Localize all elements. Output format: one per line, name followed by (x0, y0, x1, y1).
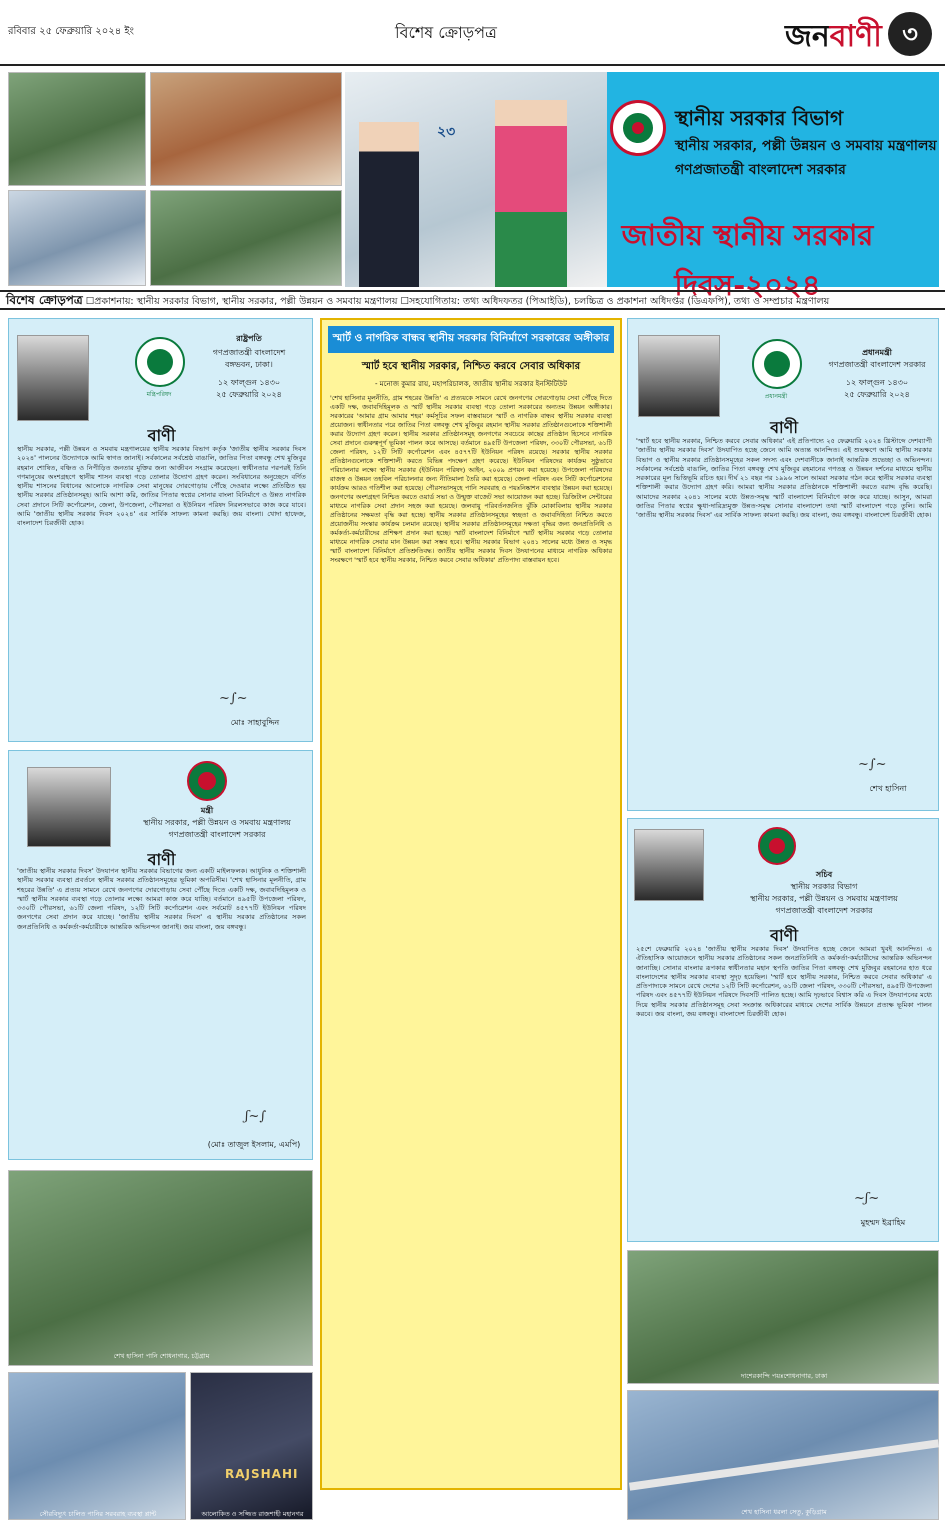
secretary-signature: মুহম্মদ ইব্রাহিম (860, 1218, 906, 1227)
strip-label: বিশেষ ক্রোড়পত্র (6, 293, 83, 307)
feature-article (320, 318, 622, 1490)
caption-dasherkandi: দাশেরকান্দি পয়ঃশোধনাগার, ঢাকা (740, 1372, 828, 1380)
pm-signature: শেখ হাসিনা (869, 784, 907, 793)
solar-panel-photo (8, 1372, 186, 1520)
secretary-role: সচিব (815, 870, 833, 879)
banner-photo-sign: ২৩ (437, 124, 456, 140)
pm-office: গণপ্রজাতন্ত্রী বাংলাদেশ সরকার (828, 360, 926, 369)
pm-emblem-icon (752, 339, 802, 389)
secretary-government: গণপ্রজাতন্ত্রী বাংলাদেশ সরকার (775, 906, 873, 915)
pm-emblem-label: প্রধানমন্ত্রী (764, 393, 788, 400)
caption-rajshahi: আলোকিত ও সজ্জিত রাজশাহী মহানগর (201, 1510, 304, 1518)
sewage-plant-photo (627, 1250, 939, 1384)
minister-signature: (মোঃ তাজুল ইসলাম, এমপি) (207, 1140, 301, 1149)
minister-signature-mark: ʃ~∫ (245, 1109, 267, 1124)
banner-ministry: স্থানীয় সরকার, পল্লী উন্নয়ন ও সমবায় মন্ত্রণালয় (675, 138, 937, 154)
article-subheading: স্মার্ট হবে স্থানীয় সরকার, নিশ্চিত করবে সেবার অধিকার (361, 361, 581, 372)
road-photo (8, 72, 146, 186)
minister-government: গণপ্রজাতন্ত্রী বাংলাদেশ সরকার (168, 830, 266, 839)
president-signature-mark: ~∫~ (219, 691, 248, 706)
president-date-gregorian: ২৫ ফেব্রুয়ারি ২০২৪ (216, 390, 282, 399)
pm-message-box (627, 318, 939, 811)
secretary-ministry: স্থানীয় সরকার, পল্লী উন্নয়ন ও সমবায় মন্ত্রণালয় (750, 894, 898, 903)
logo-part-2: বাণী (829, 19, 882, 54)
minister-role: মন্ত্রী (200, 806, 214, 815)
president-portrait (17, 335, 89, 421)
bridge-photo (627, 1390, 939, 1520)
person-figure (495, 100, 567, 287)
secretary-division: স্থানীয় সরকার বিভাগ (790, 882, 858, 891)
president-role: রাষ্ট্রপতি (236, 334, 262, 343)
president-message-box (8, 318, 313, 742)
president-office: গণপ্রজাতন্ত্রী বাংলাদেশ (212, 348, 286, 357)
strip-text: ☐প্রকাশনায়: স্থানীয় সরকার বিভাগ, স্থানীয় সরকার, পল্লী উন্নয়ন ও সমবায় মন্ত্রণালয় ☐সহযোগিতায়: তথ্য অধিদফতর (পিআইডি), চলচ্চিত্র ও প্রকাশনা অধিদপ্তর (ডিএফপি), তথ্য ও সম্প্রচার মন্ত্রণালয় (85, 296, 830, 307)
water-tank-photo (8, 190, 146, 286)
secretary-message-title: বাণী (770, 926, 798, 945)
pm-message-title: বাণী (770, 418, 798, 437)
secretary-portrait (634, 829, 704, 901)
city-lights-photo (190, 1372, 313, 1520)
president-message-title: বাণী (147, 426, 176, 445)
pm-role: প্রধানমন্ত্রী (862, 348, 892, 357)
president-emblem-icon (135, 337, 185, 387)
article-heading: স্মার্ট ও নাগরিক বান্ধব স্থানীয় সরকার বিনির্মাণে সরকারের অঙ্গীকার (328, 326, 614, 353)
secretary-signature-mark: ~ʃ~ (854, 1191, 880, 1206)
newspaper-logo[interactable] (785, 12, 882, 63)
president-signature: মোঃ সাহাবুদ্দিন (230, 718, 280, 727)
caption-chattogram-plant: শেখ হাসিনা পানি শোধনাগার, চট্টগ্রাম (113, 1352, 210, 1360)
minister-message-body: 'জাতীয় স্থানীয় সরকার দিবস' উদযাপন স্থানীয় সরকার বিভাগের জন্য একটি মাইলফলক। আধুনিক ও শক্তিশালী স্থানীয় সরকার ব্যবস্থা প্রবর্তনে স্থানীয় সরকার প্রতিষ্ঠানসমূহের ভূমিকা অপরিসীম। 'শেখ হাসিনার মূলনীতি, গ্রাম শহরের উন্নতি' এ প্রত্যয় সামনে রেখে জনগণের দোরগোড়ায় সেবা পৌঁছে দিতে একটি দক্ষ, জবাবদিহিমূলক ও স্মার্ট স্থানীয় সরকার ব্যবস্থা গড়ে তোলার লক্ষ্যে আমরা কাজ করে যাচ্ছি। বর্তমানে ৪৯৫টি উপজেলা পরিষদ, ৩৩০টি পৌরসভা, ৬১টি জেলা পরিষদ, ১২টি সিটি কর্পোরেশন এবং সর্বমোট ৪৫৭৭টি ইউনিয়ন পরিষদ জনগণের সেবা প্রদান করে যাচ্ছে। 'জাতীয় স্থানীয় সরকার দিবস' এ স্থানীয় সরকার প্রতিষ্ঠানের সকল জনপ্রতিনিধি ও কর্মকর্তা-কর্মচারীকে আন্তরিক অভিনন্দন জানাই। জয় বাংলা, জয় বঙ্গবন্ধু। (17, 867, 306, 931)
bangladesh-emblem-icon (187, 761, 227, 801)
president-emblem-label: মন্ত্রিপরিষদ (146, 391, 172, 398)
bridge-deck (629, 1439, 939, 1490)
president-message-body: স্থানীয় সরকার, পল্লী উন্নয়ন ও সমবায় মন্ত্রণালয়ের স্থানীয় সরকার বিভাগ কর্তৃক 'জাতীয় স্থানীয় সরকার দিবস ২০২৪' পালনের উদ্যোগকে আমি স্বাগত জানাই। সর্বকালের সর্বশ্রেষ্ঠ বাঙালি, জাতির পিতা বঙ্গবন্ধু শেখ মুজিবুর রহমান শোষিত, বঞ্চিত ও নিপীড়িত জনতার মুক্তির জন্য আজীবন সংগ্রাম করেছেন। স্বাধীনতার পরপরই তিনি গণমানুষের অংশগ্রহণে স্থানীয় শাসন ব্যবস্থা গড়ে তোলার উদ্যোগ গ্রহণ করেন। সংবিধানের অনুচ্ছেদে বর্ণিত স্থানীয় শাসনের বিধানের আলোকে নাগরিক সেবা মানুষের দোরগোড়ায় পৌঁছে দেওয়ার লক্ষ্যে প্রতিষ্ঠিত হয় স্থানীয় সরকার প্রতিষ্ঠানসমূহ। আমি আশা করি, জাতির পিতার স্বপ্নের সোনার বাংলা বিনির্মাণে ও উন্নত নাগরিক সেবা প্রদানে সিটি কর্পোরেশন, জেলা, উপজেলা, পৌরসভা ও ইউনিয়ন পরিষদ নিরলসভাবে কাজ করে যাবে। আমি 'জাতীয় স্থানীয় সরকার দিবস ২০২৪' এর সার্বিক সাফল্য কামনা করছি। জয় বাংলা। খোদা হাফেজ, বাংলাদেশ চিরজীবী হোক। (17, 445, 306, 528)
publication-strip (0, 290, 945, 310)
pm-signature-mark: ~∫~ (858, 757, 887, 772)
water-treatment-plant-photo (8, 1170, 313, 1366)
article-body: 'শেখ হাসিনার মূলনীতি, গ্রাম শহরের উন্নতি' এ প্রত্যয়কে সামনে রেখে জনগণের দোরগোড়ায় সেবা পৌঁছে দিতে একটি দক্ষ, জবাবদিহিমূলক ও স্মার্ট স্থানীয় সরকার ব্যবস্থা গড়ে তোলা সরকারের অন্যতম উন্নয়ন অঙ্গীকার। সরকারের 'আমার গ্রাম আমার শহর' কর্মসূচির সফল বাস্তবায়নে স্মার্ট ও নাগরিক বান্ধব স্থানীয় সরকার ব্যবস্থা প্রয়োজন। স্বাধীনতার পরে জাতির পিতা বঙ্গবন্ধু শেখ মুজিবুর রহমান স্থানীয় সরকার প্রতিষ্ঠানগুলোকে শক্তিশালী করার উদ্যোগ গ্রহণ করেন। স্থানীয় সরকার প্রতিষ্ঠানসমূহ জনগণের সবচেয়ে কাছের প্রতিষ্ঠান হিসেবে নাগরিক সেবা প্রদানে গুরুত্বপূর্ণ ভূমিকা পালন করে আসছে। বর্তমানে ৪৯৫টি উপজেলা পরিষদ, ৩৩০টি পৌরসভা, ৬১টি জেলা পরিষদ, ১২টি সিটি কর্পোরেশন এবং ৪৫৭৭টি ইউনিয়ন পরিষদ রয়েছে। সরকার স্থানীয় সরকার প্রতিষ্ঠানগুলোকে শক্তিশালী করতে বিভিন্ন পদক্ষেপ গ্রহণ করেছে। ইউনিয়ন পরিষদের কার্যক্রম সুষ্ঠুভাবে পরিচালনার লক্ষ্যে স্থানীয় সরকার (ইউনিয়ন পরিষদ) আইন, ২০০৯ প্রণয়ন করা হয়েছে। উপজেলা পরিষদের রাজস্ব ও উন্নয়ন তহবিল পরিচালনার জন্য নীতিমালা তৈরি করা হয়েছে। জেলা পরিষদ এবং সিটি কর্পোরেশনের কার্যক্রম আরও গতিশীল করা হয়েছে। পৌরসভাসমূহে পানি সরবরাহ ও পয়ঃনিষ্কাশন ব্যবস্থার উন্নয়ন করা হয়েছে। জনগণের অংশগ্রহণ নিশ্চিত করতে ওয়ার্ড সভা ও উন্মুক্ত বাজেট সভা আয়োজন করা হচ্ছে। ডিজিটাল সেন্টারের মাধ্যমে নাগরিক সেবা প্রদান সহজ করা হয়েছে। জলবায়ু পরিবর্তনজনিত ঝুঁকি মোকাবিলায় স্থানীয় সরকার প্রতিষ্ঠানের সক্ষমতা বৃদ্ধি করা হচ্ছে। স্থানীয় সরকার প্রতিষ্ঠানসমূহের স্বচ্ছতা ও জবাবদিহিতা নিশ্চিত করতে প্রয়োজনীয় সংস্কার কার্যক্রম চলমান রয়েছে। স্থানীয় সরকার প্রতিষ্ঠানসমূহের দক্ষতা বৃদ্ধির জন্য জনপ্রতিনিধি ও কর্মকর্তা-কর্মচারীদের প্রশিক্ষণ প্রদান করা হচ্ছে। স্মার্ট বাংলাদেশ বিনির্মাণে স্মার্ট স্থানীয় সরকার গড়ে তোলার মাধ্যমে নাগরিক সেবার মান উন্নয়ন করা সম্ভব হবে। স্থানীয় সরকার বিভাগ ২০৪১ সালের মধ্যে উন্নত ও সমৃদ্ধ স্মার্ট বাংলাদেশ বিনির্মাণে প্রতিশ্রুতিবদ্ধ। জাতীয় স্থানীয় সরকার দিবস উদযাপনের মাধ্যমে নাগরিক অধিকার সংরক্ষণে 'স্মার্ট হবে স্থানীয় সরকার, নিশ্চিত করবে সেবার অধিকার' প্রতিপাদ্য বাস্তবায়ন হবে। (330, 394, 612, 564)
issue-date: রবিবার ২৫ ফেব্রুয়ারি ২০২৪ ইং (8, 26, 134, 37)
person-figure (359, 122, 419, 287)
section-title: বিশেষ ক্রোড়পত্র (395, 23, 497, 42)
pm-message-body: 'স্মার্ট হবে স্থানীয় সরকার, নিশ্চিত করবে সেবার অধিকার' এই প্রতিপাদ্যে ২৫ ফেব্রুয়ারি ২০২৪ খ্রিস্টাব্দে দেশব্যাপী 'জাতীয় স্থানীয় সরকার দিবস' উদযাপিত হচ্ছে জেনে আমি অত্যন্ত আনন্দিত। এই শুভক্ষণে আমি স্থানীয় সরকার বিভাগ ও স্থানীয় সরকার প্রতিষ্ঠানসমূহের সকল সদস্য এবং দেশবাসীকে জানাই আন্তরিক শুভেচ্ছা ও অভিনন্দন। সর্বকালের সর্বশ্রেষ্ঠ বাঙালি, জাতির পিতা বঙ্গবন্ধু শেখ মুজিবুর রহমানের গণতন্ত্র ও উন্নয়ন দর্শনের মাধ্যমে স্থানীয় সরকারের মূল ভিত্তিভূমি রচিত হয়। দীর্ঘ ২১ বছর পর ১৯৯৬ সালে আমরা সরকার গঠন করে স্থানীয় সরকার ব্যবস্থা শক্তিশালী করার উদ্যোগ গ্রহণ করি। আমরা স্থানীয় সরকার প্রতিষ্ঠানকে শক্তিশালী করতে বরাদ্দ বৃদ্ধি করেছি। আমাদের সরকার ২০৪১ সালের মধ্যে উন্নত-সমৃদ্ধ স্মার্ট বাংলাদেশ বিনির্মাণে কাজ করে যাচ্ছে। আসুন, আমরা জাতির পিতার স্বপ্নের ক্ষুধা-দারিদ্র্যমুক্ত উন্নত-সমৃদ্ধ সোনার বাংলাদেশ তথা স্মার্ট বাংলাদেশ গড়ে তুলি। আমি 'জাতীয় স্থানীয় সরকার দিবস' এর সার্বিক সাফল্য কামনা করছি। জয় বাংলা, জয় বঙ্গবন্ধু। বাংলাদেশ চিরজীবী হোক। (636, 437, 932, 520)
article-author: - মনোজ কুমার রায়, মহাপরিচালক, জাতীয় স্থানীয় সরকার ইনস্টিটিউট (375, 380, 567, 388)
caption-solar-plant: সৌরবিদ্যুৎ চালিত পানির সরবরাহ ব্যবস্থা প্লান্ট (39, 1510, 157, 1518)
page-number: ৩ (888, 12, 932, 56)
caption-dharla-bridge: শেখ হাসিনা ধরলা সেতু, কুড়িগ্রাম (741, 1508, 827, 1516)
logo-part-1: জন (785, 19, 830, 54)
banner-government: গণপ্রজাতন্ত্রী বাংলাদেশ সরকার (675, 162, 846, 178)
secretary-message-body: ২৫শে ফেব্রুয়ারি ২০২৪ 'জাতীয় স্থানীয় সরকার দিবস' উদযাপিত হচ্ছে জেনে আমরা খুবই আনন্দিত। এ ঐতিহাসিক আয়োজনে স্থানীয় সরকার প্রতিষ্ঠানের সকল জনপ্রতিনিধি ও কর্মকর্তা-কর্মচারীদের আন্তরিক অভিনন্দন জানাচ্ছি। সোনার বাংলার রূপকার স্বাধীনতার মহান স্থপতি জাতির পিতা বঙ্গবন্ধু শেখ মুজিবুর রহমানের হাত ধরে বাংলাদেশের স্থানীয় সরকার ব্যবস্থা সুদৃঢ় হয়েছিল। 'স্মার্ট হবে স্থানীয় সরকার, নিশ্চিত করবে সেবার অধিকার' এ প্রতিপাদ্যকে সামনে রেখে দেশের ১২টি সিটি কর্পোরেশন, ৬১টি জেলা পরিষদ, ৩৩০টি পৌরসভা, ৪৯৫টি উপজেলা পরিষদ এবং ৪৫৭৭টি ইউনিয়ন পরিষদে দিবসটি পালিত হচ্ছে। আমি দৃঢ়ভাবে বিশ্বাস করি এ দিবস উদযাপনের মধ্যে দিয়ে স্থানীয় সরকার প্রতিষ্ঠানসমূহ সেবা সংক্রান্ত অধিকারের মাধ্যমে দেশের সার্বিক উন্নয়নে প্রত্যক্ষ ভূমিকা পালন করবে। জয় বাংলা, জয় বঙ্গবন্ধু। বাংলাদেশ চিরজীবী হোক। (636, 945, 932, 1019)
rajshahi-sign: RAJSHAHI (225, 1467, 299, 1481)
secretary-message-box (627, 818, 939, 1242)
president-place: বঙ্গভবন, ঢাকা। (225, 360, 273, 369)
minister-message-box (8, 750, 313, 1160)
pm-date-gregorian: ২৫ ফেব্রুয়ারি ২০২৪ (844, 390, 910, 399)
building-photo (150, 72, 342, 186)
government-seal (610, 100, 666, 156)
office-building-photo (150, 190, 342, 286)
minister-message-title: বাণী (147, 850, 176, 869)
president-date-bangla: ১২ ফাল্গুন ১৪৩০ (217, 378, 281, 387)
bangladesh-emblem-icon (758, 827, 796, 865)
minister-portrait (27, 767, 111, 847)
banner-division: স্থানীয় সরকার বিভাগ (675, 106, 844, 130)
event-title: জাতীয় স্থানীয় সরকার দিবস-২০২৪ (621, 218, 874, 302)
minister-office: স্থানীয় সরকার, পল্লী উন্নয়ন ও সমবায় মন্ত্রণালয় (143, 818, 291, 827)
pm-date-bangla: ১২ ফাল্গুন ১৪৩০ (845, 378, 909, 387)
pm-portrait (638, 335, 720, 417)
